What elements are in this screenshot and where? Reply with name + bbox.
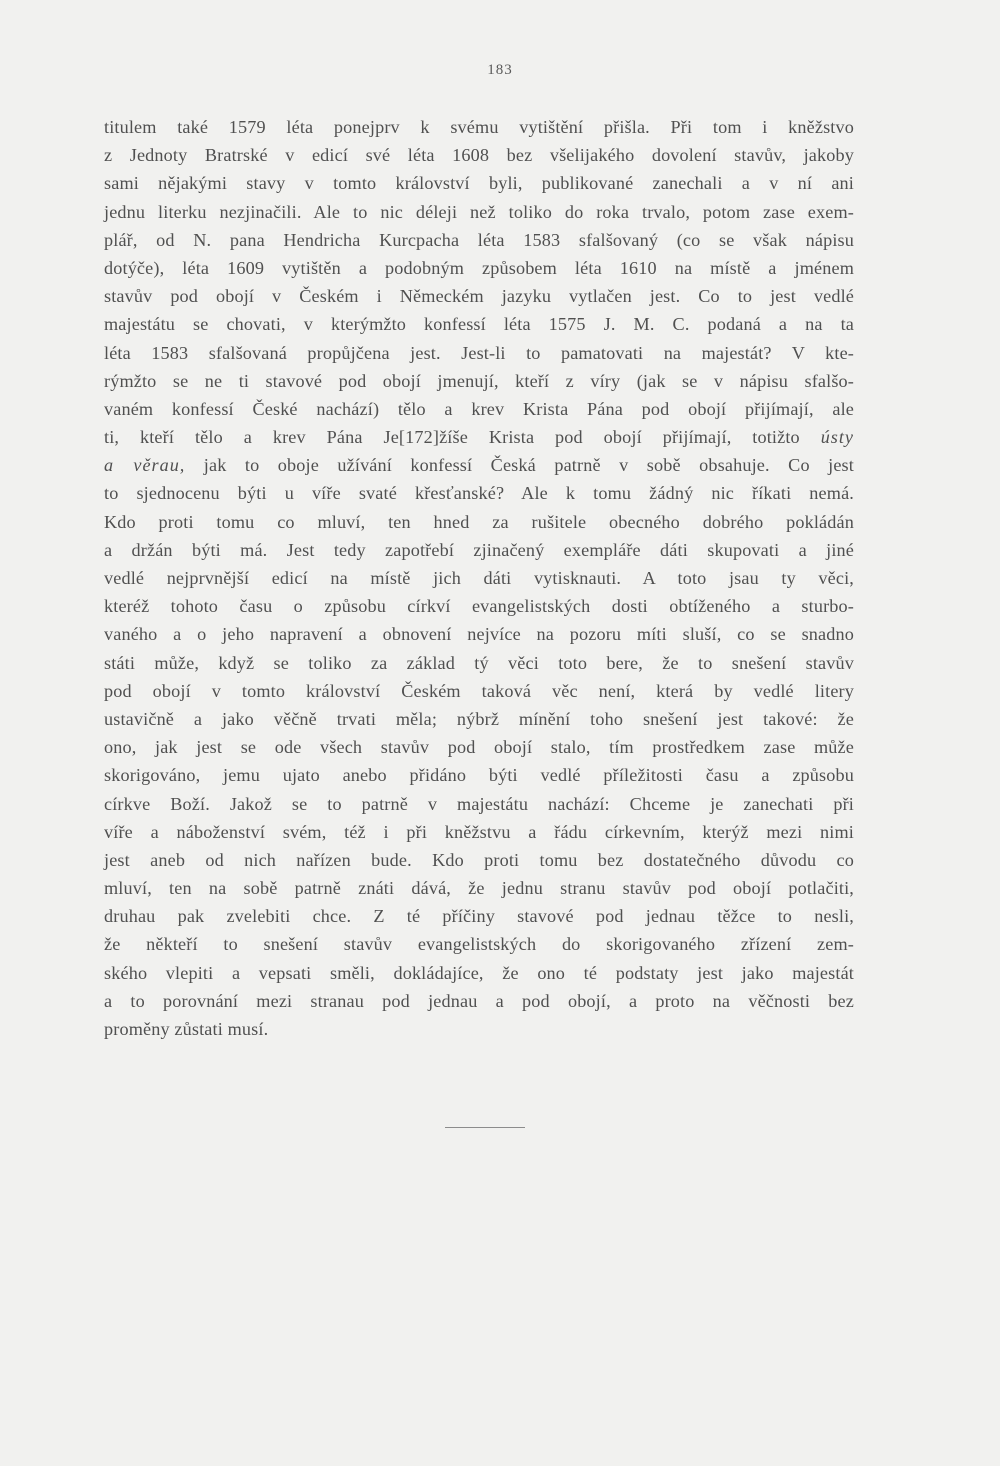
text-line: rýmžto se ne ti stavové pod obojí jmenují, kteří z víry (jak se v nápisu sfalšo- xyxy=(104,370,854,391)
text-line: že někteří to snešení stavův evangelistských do skorigovaného zřízení zem- xyxy=(104,934,854,955)
text-line: dotýče), léta 1609 vytištěn a podobným způsobem léta 1610 na místě a jménem xyxy=(104,257,854,278)
text-line: sami nějakými stavy v tomto království byli, publikované zanechali a v ní ani xyxy=(104,173,854,194)
text-line: stavův pod obojí v Českém i Německém jazyku vytlačen jest. Co to jest vedlé xyxy=(104,286,854,307)
text-line: titulem také 1579 léta ponejprv k svému vytištění přišla. Při tom i kněžstvo xyxy=(104,117,854,137)
text-line: kteréž tohoto času o způsobu církví evangelistských dosti obtíženého a sturbo- xyxy=(104,596,854,617)
text-line: léta 1583 sfalšovaná propůjčena jest. Jest-li to pamatovati na majestát? V kte- xyxy=(104,342,854,363)
text-line: druhau pak zvelebiti chce. Z té příčiny stavové pod jednau těžce to nesli, xyxy=(104,906,854,927)
emphasis-text: ústy xyxy=(820,427,854,448)
text-line: mluví, ten na sobě patrně znáti dává, že jednu stranu stavův pod obojí potlačiti, xyxy=(104,878,854,899)
text-line: jest aneb od nich nařízen bude. Kdo proti tomu bez dostatečného důvodu co xyxy=(104,849,854,870)
text-line: církve Boží. Jakož se to patrně v majestátu nachází: Chceme je zanechati při xyxy=(104,793,854,814)
text-line: pod obojí v tomto království Českém taková věc není, která by vedlé litery xyxy=(104,680,854,701)
text-line: Kdo proti tomu co mluví, ten hned za rušitele obecného dobrého pokládán xyxy=(104,511,854,532)
text-line: jednu literku nezjinačili. Ale to nic déleji než toliko do roka trvalo, potom zase exem- xyxy=(104,201,854,222)
text-line: vaného a o jeho napravení a obnovení nejvíce na pozoru míti sluší, co se snadno xyxy=(104,624,854,645)
text-segment: ti, kteří tělo a krev Pána Je[172]žíše Krista pod obojí přijímají, totižto xyxy=(104,427,800,448)
text-line: skorigováno, jemu ujato anebo přidáno býti vedlé příležitosti času a způsobu xyxy=(104,765,854,786)
text-line: ono, jak jest se ode všech stavův pod obojí stalo, tím prostředkem zase může xyxy=(104,737,854,758)
emphasis-text: a věrau, xyxy=(104,455,186,476)
page-number: 183 xyxy=(487,62,513,78)
text-line-last: proměny zůstati musí. xyxy=(104,1019,269,1039)
text-line: ského vlepiti a vepsati směli, dokládajíce, že ono té podstaty jest jako majestát xyxy=(104,962,854,983)
text-line-with-emphasis xyxy=(104,451,854,479)
text-line: a to porovnání mezi stranau pod jednau a pod obojí, a proto na věčnosti bez xyxy=(104,990,854,1011)
text-line: víře a náboženství svém, též i při kněžstvu a řádu církevním, kterýž mezi nimi xyxy=(104,821,854,842)
text-line: z Jednoty Bratrské v edicí své léta 1608 bez všelijakého dovolení stavův, jakoby xyxy=(104,145,854,166)
end-divider xyxy=(445,1127,525,1128)
text-line: ustavičně a jako věčně trvati měla; nýbrž mínění toho snešení jest takové: že xyxy=(104,708,854,729)
text-line-with-emphasis xyxy=(104,423,854,451)
body-text xyxy=(104,113,854,1043)
text-line: majestátu se chovati, v kterýmžto konfessí léta 1575 J. M. C. podaná a na ta xyxy=(104,314,854,335)
text-line: a držán býti má. Jest tedy zapotřebí zjinačený exempláře dáti skupovati a jiné xyxy=(104,539,854,560)
text-line: plář, od N. pana Hendricha Kurcpacha léta 1583 sfalšovaný (co se však nápisu xyxy=(104,229,854,250)
text-line: vaném konfessí České nachází) tělo a krev Krista Pána pod obojí přijímají, ale xyxy=(104,398,854,419)
text-line: to sjednocenu býti u víře svaté křesťanské? Ale k tomu žádný nic říkati nemá. xyxy=(104,483,854,504)
text-line: vedlé nejprvnější edicí na místě jich dáti vytisknauti. A toto jsau ty věci, xyxy=(104,568,854,588)
text-line: státi může, když se toliko za základ tý věci toto bere, že to snešení stavův xyxy=(104,652,854,673)
text-segment: jak to oboje užívání konfessí Česká patrně v sobě obsahuje. Co jest xyxy=(203,455,854,476)
